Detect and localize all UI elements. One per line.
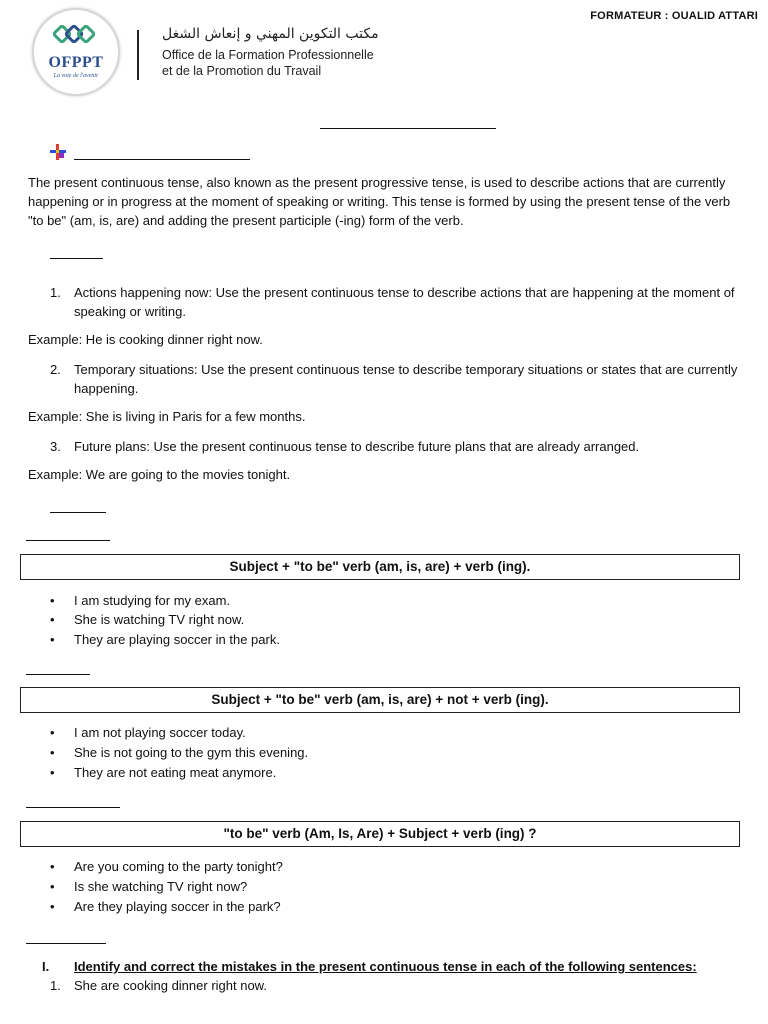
section-blank-line (26, 943, 106, 944)
use-number: 2. (50, 362, 61, 377)
bullet-icon: • (50, 879, 55, 894)
title-blank-line (320, 128, 496, 129)
org-name-arabic: مكتب التكوين المهني و إنعاش الشغل (162, 26, 379, 42)
org-name-line2: et de la Promotion du Travail (162, 64, 322, 78)
section-blank-line (26, 807, 120, 808)
formateur-label: FORMATEUR : OUALID ATTARI (590, 10, 758, 22)
exercise-instruction-text: Identify and correct the mistakes in the present continuous tense in each of the following sentences: (74, 959, 697, 974)
logo-tagline: La voie de l'avenir (53, 73, 99, 79)
exercise-numeral: I. (42, 959, 50, 974)
bullet-icon: • (50, 725, 55, 740)
negative-formula-box: Subject + "to be" verb (am, is, are) + not + verb (ing). (20, 687, 740, 713)
header-divider (137, 30, 139, 80)
sparkle-icon (50, 144, 66, 160)
section-blank-line (50, 512, 106, 513)
use-text: Future plans: Use the present continuous tense to describe future plans that are already arranged. (74, 439, 640, 454)
section-blank-line (26, 674, 90, 675)
bullet-icon: • (50, 632, 55, 647)
bullet-icon: • (50, 612, 55, 627)
section-blank-line (26, 540, 110, 541)
use-text: Temporary situations: Use the present continuous tense to describe temporary situations or states that are currently happening. (74, 362, 738, 396)
logo-chain-icon (52, 22, 100, 50)
use-example: Example: She is living in Paris for a few months. (28, 409, 306, 424)
use-number: 3. (50, 439, 61, 454)
use-text: Actions happening now: Use the present continuous tense to describe actions that are happening at the moment of speaking or writing. (74, 285, 735, 319)
ofppt-logo (32, 8, 120, 96)
bullet-icon: • (50, 593, 55, 608)
subtitle-blank-line (74, 159, 250, 160)
section-blank-line (50, 258, 103, 259)
use-example: Example: We are going to the movies tonight. (28, 467, 291, 482)
bullet-icon: • (50, 899, 55, 914)
exercise-item-number: 1. (50, 978, 61, 993)
use-number: 1. (50, 285, 61, 300)
bullet-icon: • (50, 745, 55, 760)
exercise-instruction (42, 957, 697, 976)
use-example: Example: He is cooking dinner right now. (28, 332, 263, 347)
question-formula-box: "to be" verb (Am, Is, Are) + Subject + verb (ing) ? (20, 821, 740, 847)
bullet-icon: • (50, 859, 55, 874)
intro-paragraph: The present continuous tense, also known as the present progressive tense, is used to describe actions that are currently happening or in progress at the moment of speaking or writing. This tense is formed by using the present tense of the verb "to be" (am, is, are) and adding the present participle (-ing) form of the verb. (28, 175, 731, 228)
affirmative-formula-box: Subject + "to be" verb (am, is, are) + verb (ing). (20, 554, 740, 580)
logo-text: OFPPT (48, 54, 104, 71)
exercise-item-text: She are cooking dinner right now. (74, 978, 267, 993)
org-name-line1: Office de la Formation Professionnelle (162, 48, 374, 62)
bullet-icon: • (50, 765, 55, 780)
